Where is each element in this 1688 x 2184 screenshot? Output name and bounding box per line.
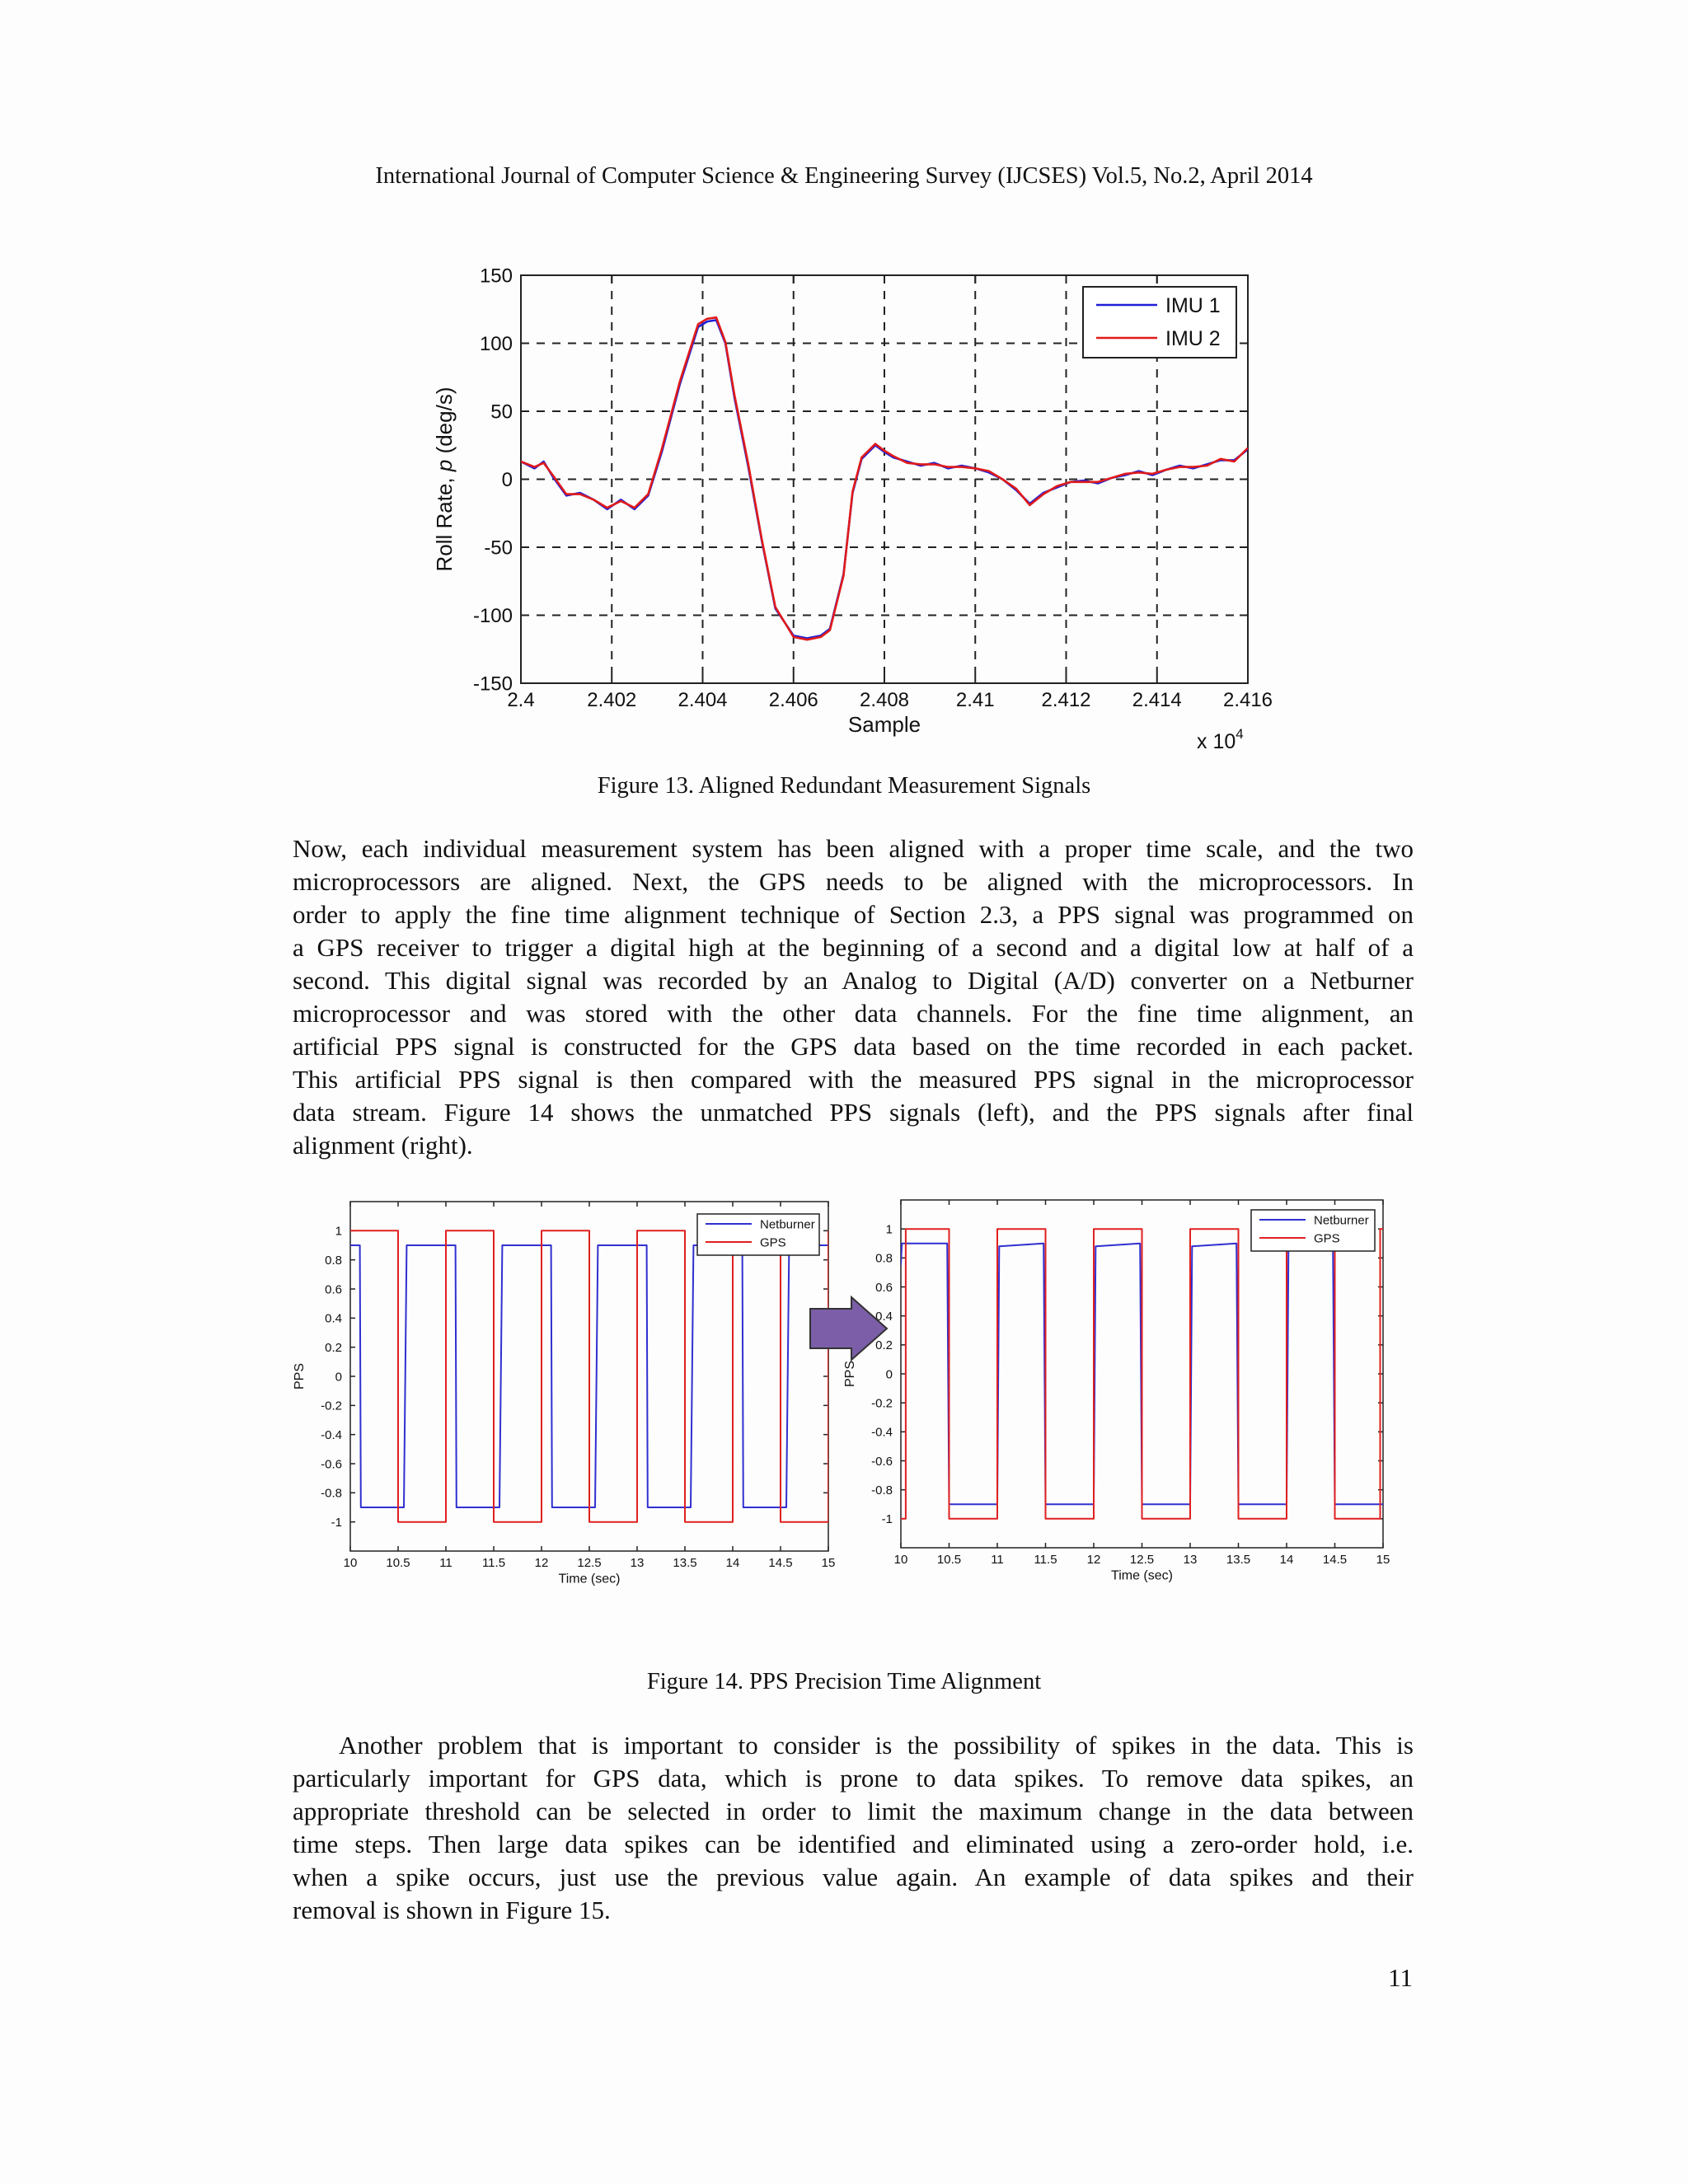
x-tick-label: 12.5 (1129, 1553, 1155, 1567)
y-tick-label: 0.4 (875, 1309, 893, 1324)
x-tick-label: 14.5 (1322, 1553, 1348, 1567)
y-tick-label: 0.6 (875, 1280, 893, 1295)
y-tick-label: 0.2 (325, 1340, 342, 1355)
paragraph-line: a GPS receiver to trigger a digital high at the beginning of a second and a digital low at half of a (293, 933, 1414, 962)
y-tick-label: -50 (484, 537, 513, 560)
y-tick-label: 1 (885, 1222, 893, 1237)
paragraph-line: when a spike occurs, just use the previous value again. An example of data spikes and their (293, 1863, 1414, 1891)
y-tick-label: 150 (479, 265, 513, 288)
paragraph-2 (293, 1729, 1414, 1927)
y-tick-label: -0.4 (321, 1427, 342, 1442)
series-line-gps (350, 1230, 828, 1521)
y-axis-label-text: Roll Rate, (432, 471, 457, 572)
y-tick-label: 0 (335, 1370, 342, 1385)
paragraph-line: data stream. Figure 14 shows the unmatched PPS signals (left), and the PPS signals after final (293, 1098, 1414, 1127)
x-tick-label: 11 (991, 1553, 1004, 1567)
y-tick-label: -0.8 (871, 1483, 893, 1497)
x-tick-label: 2.406 (768, 689, 818, 711)
paragraph-line: order to apply the fine time alignment technique of Section 2.3, a PPS signal was programmed on (293, 900, 1414, 929)
paragraph-line: particularly important for GPS data, which is prone to data spikes. To remove data spikes, an (293, 1764, 1414, 1793)
x-tick-label: 10 (893, 1553, 908, 1567)
y-tick-label: 0.6 (325, 1282, 342, 1297)
page-number: 11 (1388, 1963, 1413, 1992)
x-tick-label: 2.4 (507, 689, 535, 711)
y-tick-label: 50 (490, 401, 513, 424)
y-tick-label: -0.6 (871, 1454, 893, 1469)
paragraph-line: removal is shown in Figure 15. (293, 1896, 611, 1924)
y-tick-label: 0 (501, 468, 513, 491)
x-axis-multiplier-base: x 10 (1197, 730, 1236, 753)
x-tick-label: 2.408 (859, 689, 910, 711)
paragraph-line: appropriate threshold can be selected in order to limit the maximum change in the data between (293, 1797, 1414, 1825)
x-axis-label: Time (sec) (558, 1572, 621, 1586)
x-tick-label: 14.5 (768, 1556, 793, 1570)
x-tick-label: 13 (630, 1556, 645, 1570)
legend-label: GPS (1314, 1231, 1340, 1246)
x-tick-label: 15 (1376, 1553, 1390, 1567)
x-tick-label: 2.41 (955, 689, 995, 711)
x-tick-label: 14 (725, 1556, 740, 1570)
x-axis-label: Time (sec) (1111, 1568, 1173, 1583)
y-axis-label: PPS (293, 1362, 307, 1390)
x-tick-label: 12.5 (577, 1556, 602, 1570)
x-tick-label: 2.404 (678, 689, 728, 711)
series-line-gps (901, 1229, 1383, 1519)
figure-13-caption: Figure 13. Aligned Redundant Measurement Signals (597, 773, 1091, 799)
x-tick-label: 15 (821, 1556, 836, 1570)
legend-label: Netburner (760, 1217, 815, 1232)
y-axis-label: PPS (843, 1360, 857, 1388)
x-tick-label: 13.5 (1226, 1553, 1251, 1567)
y-axis-label-variable: p (432, 459, 457, 472)
x-tick-label: 14 (1279, 1553, 1294, 1567)
y-tick-label: -0.2 (321, 1399, 342, 1413)
y-tick-label: 0 (885, 1367, 893, 1382)
x-tick-label: 10.5 (936, 1553, 962, 1567)
x-tick-label: 2.416 (1222, 689, 1273, 711)
paragraph-line: Now, each individual measurement system has been aligned with a proper time scale, and the two (293, 834, 1414, 863)
y-tick-label: 100 (479, 332, 513, 355)
figure-14-right-plot (843, 1200, 1390, 1583)
legend-label: Netburner (1314, 1213, 1369, 1228)
paragraph-line: alignment (right). (293, 1131, 473, 1160)
x-tick-label: 11.5 (481, 1556, 506, 1570)
y-axis-label-unit: (deg/s) (432, 387, 457, 460)
journal-header: International Journal of Computer Science & Engineering Survey (IJCSES) Vol.5, No.2, April 2014 (375, 163, 1313, 189)
x-tick-label: 2.412 (1041, 689, 1091, 711)
x-axis-multiplier-power: 4 (1236, 726, 1244, 742)
paragraph-line: microprocessor and was stored with the other data channels. For the fine time alignment, an (293, 999, 1414, 1028)
legend-label: IMU 2 (1165, 326, 1221, 350)
y-tick-label: -0.2 (871, 1396, 893, 1411)
paragraph-line: This artificial PPS signal is then compared with the measured PPS signal in the microprocessor (293, 1065, 1414, 1094)
x-tick-label: 2.414 (1132, 689, 1182, 711)
y-tick-label: 0.2 (875, 1338, 893, 1353)
x-tick-label: 10.5 (386, 1556, 410, 1570)
y-tick-label: -150 (472, 673, 513, 696)
y-tick-label: -0.6 (321, 1457, 342, 1472)
y-tick-label: -1 (881, 1512, 893, 1527)
x-tick-label: 10 (343, 1556, 358, 1570)
x-tick-label: 2.402 (587, 689, 637, 711)
y-tick-label: 0.4 (325, 1311, 342, 1326)
x-axis-label: Sample (847, 712, 921, 738)
x-tick-label: 12 (1086, 1553, 1101, 1567)
legend-label: IMU 1 (1165, 293, 1221, 317)
figure-14-caption: Figure 14. PPS Precision Time Alignment (646, 1669, 1042, 1694)
x-tick-label: 12 (534, 1556, 549, 1570)
x-tick-label: 11.5 (1034, 1553, 1057, 1567)
paragraph-line: artificial PPS signal is constructed for the GPS data based on the time recorded in each packet. (293, 1032, 1414, 1061)
x-tick-label: 13.5 (673, 1556, 697, 1570)
x-tick-label: 13 (1183, 1553, 1198, 1567)
y-tick-label: -0.8 (321, 1486, 342, 1501)
legend-label: GPS (760, 1235, 786, 1250)
paragraph-line: Another problem that is important to consider is the possibility of spikes in the data. This is (339, 1731, 1414, 1760)
y-tick-label: 1 (335, 1224, 342, 1239)
y-tick-label: -1 (331, 1515, 342, 1530)
y-tick-label: 0.8 (875, 1251, 893, 1266)
paragraph-line: time steps. Then large data spikes can be identified and eliminated using a zero-order hold, i.e. (293, 1830, 1414, 1858)
paragraph-line: microprocessors are aligned. Next, the GPS needs to be aligned with the microprocessors. In (293, 867, 1414, 896)
y-tick-label: 0.8 (325, 1253, 342, 1268)
figure-14-left-plot (293, 1202, 835, 1586)
y-tick-label: -0.4 (871, 1425, 893, 1440)
x-tick-label: 11 (439, 1556, 452, 1570)
y-tick-label: -100 (472, 604, 513, 627)
paragraph-line: second. This digital signal was recorded by an Analog to Digital (A/D) converter on a Netburner (293, 966, 1414, 995)
